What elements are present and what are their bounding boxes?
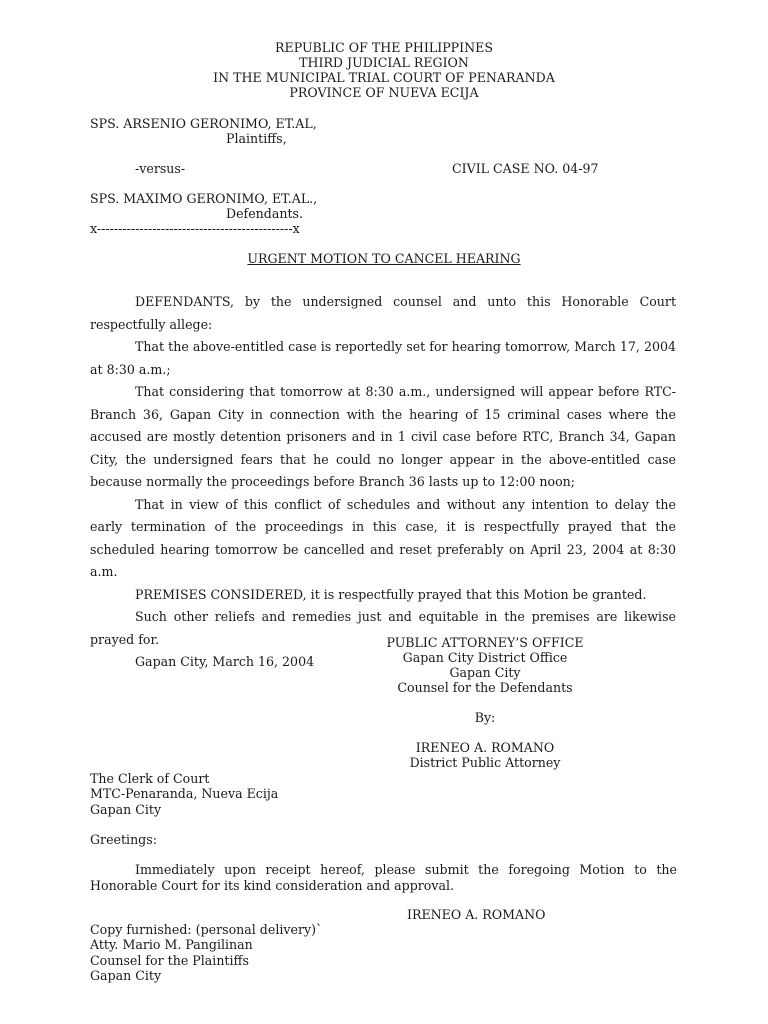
body-paragraph: DEFENDANTS, by the undersigned counsel and unto this Honorable Court respectfully allege: xyxy=(90,294,676,332)
plaintiff-role: Plaintiffs, xyxy=(226,131,287,146)
body-paragraph: PREMISES CONSIDERED, it is respectfully prayed that this Motion be granted. xyxy=(135,586,647,602)
copy-furnished-block xyxy=(90,922,322,984)
copy-line: Gapan City xyxy=(90,968,162,984)
notice-text: Immediately upon receipt hereof, please submit the foregoing Motion to the Honorable Court for its kind consideration and approval. xyxy=(90,862,677,893)
body-paragraph: That the above-entitled case is reportedly set for hearing tomorrow, March 17, 2004 at 8:30 a.m.; xyxy=(90,339,676,377)
copy-line: Counsel for the Plaintiffs xyxy=(90,952,249,968)
counsel-role: Counsel for the Defendants xyxy=(397,680,573,695)
caption-separator: x----------------------------------------------x xyxy=(90,221,300,236)
defendant-name: SPS. MAXIMO GERONIMO, ET.AL., xyxy=(90,191,318,206)
versus-label: -versus- xyxy=(135,161,186,176)
signature-block xyxy=(300,635,670,770)
office-city: Gapan City xyxy=(449,665,521,680)
greeting: Greetings: xyxy=(90,832,157,847)
caption-province: PROVINCE OF NUEVA ECIJA xyxy=(289,85,479,100)
body-paragraph: That in view of this conflict of schedules and without any intention to delay the early termination of the proceedings in this case, it is respectfully prayed that the scheduled hearing tomorrow be cancelled and reset preferably on April 23, 2004 at 8:30 a.m. xyxy=(90,496,676,579)
addressee-line: Gapan City xyxy=(90,801,162,817)
defendant-role: Defendants. xyxy=(226,206,303,221)
addressee-line: MTC-Penaranda, Nueva Ecija xyxy=(90,786,279,802)
addressee-line: The Clerk of Court xyxy=(90,771,210,786)
copy-line: Atty. Mario M. Pangilinan xyxy=(90,937,253,953)
signer-position: District Public Attorney xyxy=(409,755,561,770)
case-number: CIVIL CASE NO. 04-97 xyxy=(452,161,599,176)
copy-line: Copy furnished: (personal delivery)` xyxy=(90,922,323,937)
motion-body xyxy=(90,291,676,674)
office-name: PUBLIC ATTORNEY’S OFFICE xyxy=(386,635,584,650)
caption-region: THIRD JUDICIAL REGION xyxy=(299,55,469,70)
notice-paragraph xyxy=(90,862,677,893)
motion-title: URGENT MOTION TO CANCEL HEARING xyxy=(247,251,521,266)
by-label: By: xyxy=(474,710,496,725)
plaintiff-name: SPS. ARSENIO GERONIMO, ET.AL, xyxy=(90,116,317,131)
date-line: Gapan City, March 16, 2004 xyxy=(135,654,315,669)
body-paragraph: That considering that tomorrow at 8:30 a.m., undersigned will appear before RTC-Branch 36, Gapan City in connection with the hearing of 15 criminal cases where the accused are mostly detention prisoners and in 1 civil case before RTC, Branch 34, Gapan City, the undersigned fears that he could no longer appear in the above-entitled case because normally the proceedings before Branch 36 lasts up to 12:00 noon; xyxy=(90,384,676,489)
caption-court: IN THE MUNICIPAL TRIAL COURT OF PENARANDA xyxy=(213,70,555,85)
caption-republic: REPUBLIC OF THE PHILIPPINES xyxy=(275,40,493,55)
body-paragraph: Such other reliefs and remedies just and equitable in the premises are likewise prayed for. xyxy=(90,609,676,647)
signer-name: IRENEO A. ROMANO xyxy=(415,740,555,755)
district-office: Gapan City District Office xyxy=(402,650,568,665)
notice-signer: IRENEO A. ROMANO xyxy=(407,907,546,922)
addressee-block xyxy=(90,771,278,817)
